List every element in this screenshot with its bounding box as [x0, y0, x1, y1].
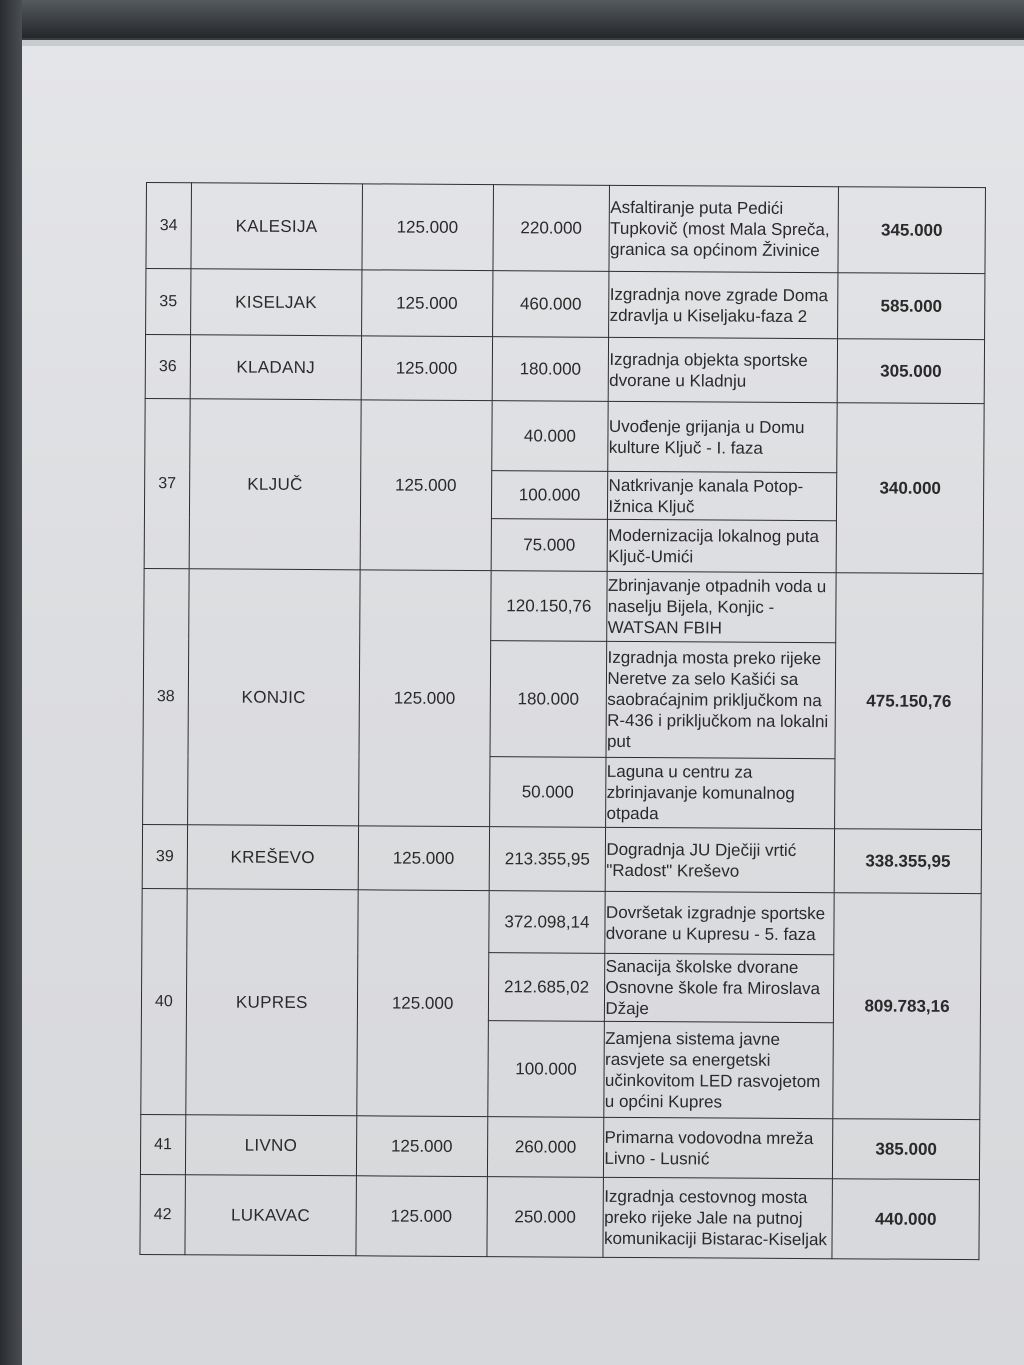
project-description: Dogradnja JU Dječiji vrtić "Radost" Kreševo: [606, 827, 835, 892]
municipality-name: KLJUČ: [189, 399, 361, 570]
table-row: [140, 1114, 979, 1179]
table-row: [146, 183, 986, 274]
project-description: Dovršetak izgradnje sportske dvorane u Kupresu - 5. faza: [605, 891, 834, 954]
project-amount: 100.000: [487, 1021, 604, 1118]
project-amount: 213.355,95: [489, 827, 606, 892]
row-number: 36: [145, 335, 190, 399]
total-amount: 338.355,95: [834, 829, 981, 894]
project-amount: 220.000: [492, 185, 609, 272]
municipality-name: LIVNO: [185, 1115, 356, 1176]
funding-table: [139, 182, 986, 1260]
row-number: 39: [142, 824, 187, 888]
project-description: Zbrinjavanje otpadnih voda u naselju Bijela, Konjic - WATSAN FBIH: [607, 571, 836, 642]
total-amount: 809.783,16: [833, 893, 981, 1120]
base-amount: 125.000: [361, 336, 492, 401]
base-amount: 125.000: [358, 826, 489, 891]
project-amount: 250.000: [486, 1177, 603, 1258]
base-amount: 125.000: [360, 400, 492, 571]
table-row: [146, 269, 985, 340]
municipality-name: KLADANJ: [190, 335, 361, 400]
project-description: Natkrivanje kanala Potop-Ižnica Ključ: [608, 471, 837, 520]
row-number: 37: [144, 398, 190, 568]
project-description: Modernizacija lokalnog puta Ključ-Umići: [608, 519, 837, 572]
row-number: 42: [140, 1174, 185, 1254]
municipality-name: KREŠEVO: [187, 825, 358, 890]
table-row: [145, 398, 984, 473]
project-amount: 260.000: [487, 1117, 604, 1178]
monitor-bezel-top: [0, 0, 1024, 38]
table-row: [140, 1174, 979, 1259]
project-amount: 120.150,76: [490, 571, 607, 642]
project-description: Laguna u centru za zbrinjavanje komunalnog otpada: [606, 757, 835, 828]
total-amount: 440.000: [832, 1179, 979, 1260]
base-amount: 125.000: [361, 270, 492, 337]
project-description: Izgradnja mosta preko rijeke Neretve za selo Kašići sa saobraćajnim priključkom na R-436 i priključkom na lokalni put: [606, 641, 835, 758]
municipality-name: KISELJAK: [190, 269, 361, 336]
row-number: 35: [146, 269, 191, 335]
project-amount: 50.000: [489, 757, 606, 828]
base-amount: 125.000: [362, 184, 493, 271]
project-description: Asfaltiranje puta Pedići Tupkovič (most Mala Spreča, granica sa općinom Živinice: [609, 185, 838, 272]
total-amount: 305.000: [837, 339, 984, 404]
municipality-name: LUKAVAC: [185, 1175, 356, 1256]
base-amount: 125.000: [357, 890, 489, 1117]
table-row: [145, 335, 984, 404]
project-amount: 180.000: [490, 641, 608, 758]
total-amount: 585.000: [838, 273, 985, 340]
total-amount: 475.150,76: [835, 573, 983, 830]
base-amount: 125.000: [358, 570, 490, 827]
project-description: Uvođenje grijanja u Domu kulture Ključ - I. faza: [608, 401, 837, 472]
project-amount: 372.098,14: [488, 891, 605, 954]
project-description: Primarna vodovodna mreža Livno - Lusnić: [604, 1117, 833, 1178]
project-description: Izgradnja cestovnog mosta preko rijeke Jale na putnoj komunikaciji Bistarac-Kiseljak: [603, 1177, 832, 1258]
row-number: 38: [143, 568, 189, 824]
monitor-bezel-left: [0, 0, 22, 1365]
project-amount: 75.000: [491, 519, 608, 572]
table-row: [144, 568, 983, 643]
table-row: [142, 824, 981, 893]
project-description: Izgradnja nove zgrade Doma zdravlja u Kiseljaku-faza 2: [609, 271, 838, 338]
project-description: Izgradnja objekta sportske dvorane u Kladnju: [609, 337, 838, 402]
base-amount: 125.000: [356, 1176, 487, 1257]
project-description: Zamjena sistema javne rasvjete sa energetski učinkovitom LED rasvojetom u općini Kupres: [604, 1021, 833, 1118]
table-row: [142, 888, 981, 955]
total-amount: 385.000: [833, 1119, 980, 1180]
project-amount: 460.000: [492, 271, 609, 338]
municipality-name: KUPRES: [186, 889, 358, 1116]
row-number: 41: [140, 1114, 185, 1174]
total-amount: 340.000: [836, 403, 984, 574]
project-amount: 40.000: [491, 401, 608, 472]
row-number: 34: [146, 183, 191, 269]
municipality-name: KONJIC: [187, 569, 359, 826]
base-amount: 125.000: [356, 1116, 487, 1177]
project-amount: 180.000: [492, 337, 609, 402]
row-number: 40: [141, 888, 187, 1114]
project-amount: 100.000: [491, 471, 608, 520]
project-description: Sanacija školske dvorane Osnovne škole fra Miroslava Džaje: [605, 953, 834, 1022]
project-amount: 212.685,02: [488, 953, 605, 1022]
total-amount: 345.000: [838, 187, 985, 274]
municipality-name: KALESIJA: [191, 183, 362, 270]
